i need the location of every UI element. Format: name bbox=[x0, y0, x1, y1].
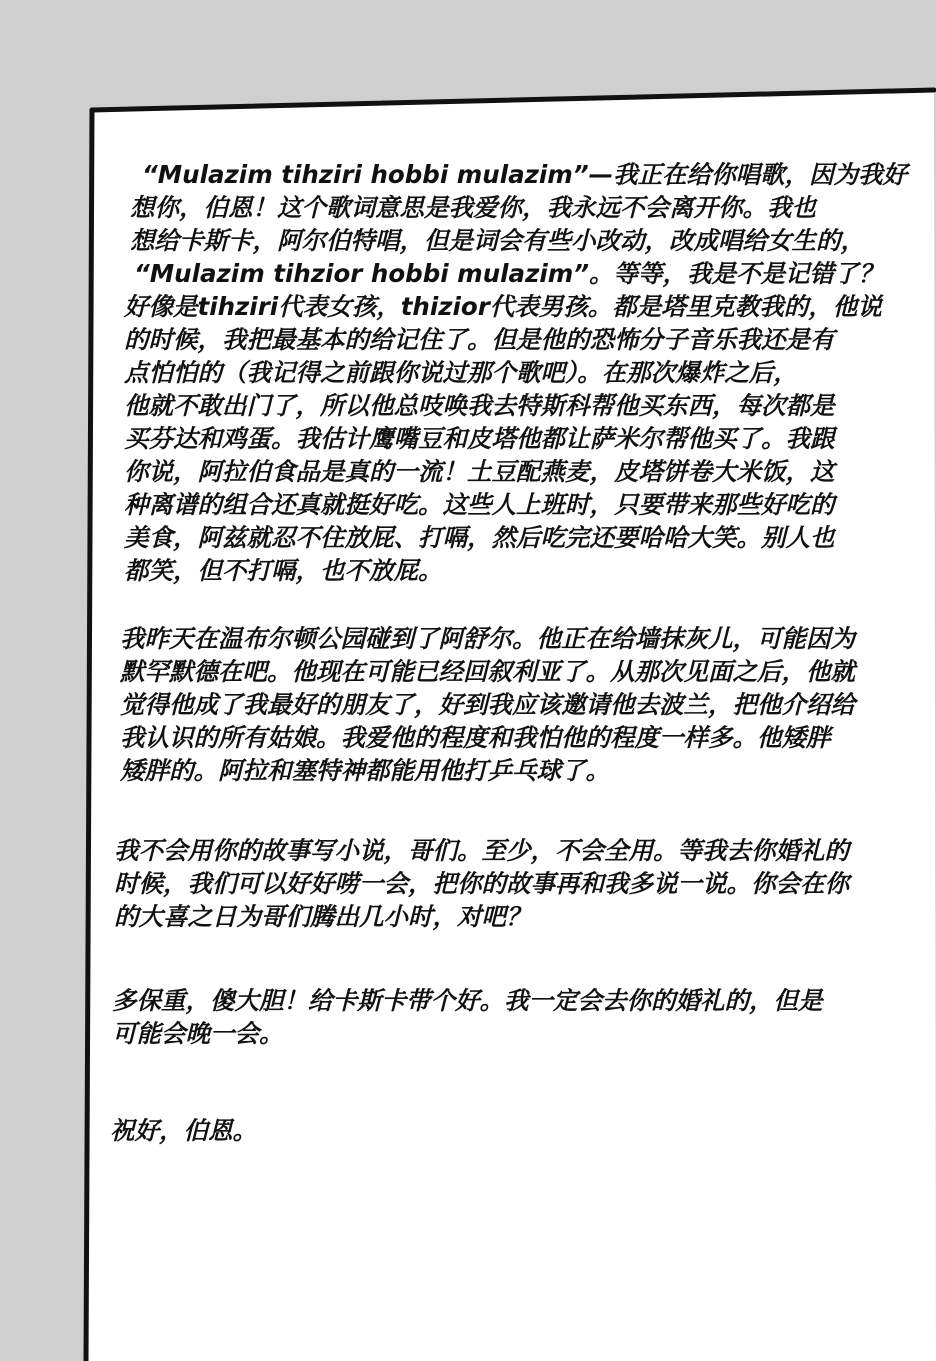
text-line: 他就不敢出门了，所以他总吱唤我去特斯科帮他买东西，每次都是 bbox=[124, 391, 835, 420]
text-line: 好像是tihziri代表女孩，thizior代表男孩。都是塔里克教我的，他说 bbox=[124, 292, 882, 321]
text-line: 觉得他成了我最好的朋友了，好到我应该邀请他去波兰，把他介绍给 bbox=[120, 690, 855, 719]
text-line: 的时候，我把最基本的给记住了。但是他的恐怖分子音乐我还是有 bbox=[124, 325, 835, 354]
text-line: 可能会晚一会。 bbox=[112, 1019, 284, 1048]
text-line: “Mulazim tihziri hobbi mulazim”—我正在给你唱歌，因为我好 bbox=[142, 160, 908, 189]
text-line: 点怕怕的（我记得之前跟你说过那个歌吧）。在那次爆炸之后， bbox=[124, 358, 798, 387]
text-line: 想你，伯恩！这个歌词意思是我爱你，我永远不会离开你。我也 bbox=[130, 193, 816, 222]
text-line: 都笑，但不打嗝，也不放屁。 bbox=[124, 556, 443, 585]
letter-body bbox=[100, 118, 912, 1361]
text-line: 祝好，伯恩。 bbox=[110, 1116, 257, 1145]
text-line: 想给卡斯卡，阿尔伯特唱，但是词会有些小改动，改成唱给女生的， bbox=[130, 226, 865, 255]
text-line: 矮胖的。阿拉和塞特神都能用他打乒乓球了。 bbox=[120, 756, 610, 785]
text-line: 种离谱的组合还真就挺好吃。这些人上班时，只要带来那些好吃的 bbox=[124, 490, 835, 519]
text-line: 默罕默德在吧。他现在可能已经回叙利亚了。从那次见面之后，他就 bbox=[120, 657, 855, 686]
text-line: “Mulazim tihzior hobbi mulazim”。等等，我是不是记错了？ bbox=[134, 259, 884, 288]
text-line: 你说，阿拉伯食品是真的一流！土豆配燕麦，皮塔饼卷大米饭，这 bbox=[124, 457, 835, 486]
text-line: 买芬达和鸡蛋。我估计鹰嘴豆和皮塔他都让萨米尔帮他买了。我跟 bbox=[124, 424, 835, 453]
text-line: 的大喜之日为哥们腾出几小时，对吧？ bbox=[114, 902, 531, 931]
text-line: 时候，我们可以好好唠一会，把你的故事再和我多说一说。你会在你 bbox=[114, 869, 849, 898]
text-line: 美食，阿兹就忍不住放屁、打嗝，然后吃完还要哈哈大笑。别人也 bbox=[124, 523, 835, 552]
text-line: 多保重，傻大胆！给卡斯卡带个好。我一定会去你的婚礼的，但是 bbox=[112, 986, 823, 1015]
text-line: 我昨天在温布尔顿公园碰到了阿舒尔。他正在给墙抹灰儿，可能因为 bbox=[120, 624, 855, 653]
text-line: 我认识的所有姑娘。我爱他的程度和我怕他的程度一样多。他矮胖 bbox=[120, 723, 831, 752]
text-line: 我不会用你的故事写小说，哥们。至少，不会全用。等我去你婚礼的 bbox=[114, 836, 849, 865]
